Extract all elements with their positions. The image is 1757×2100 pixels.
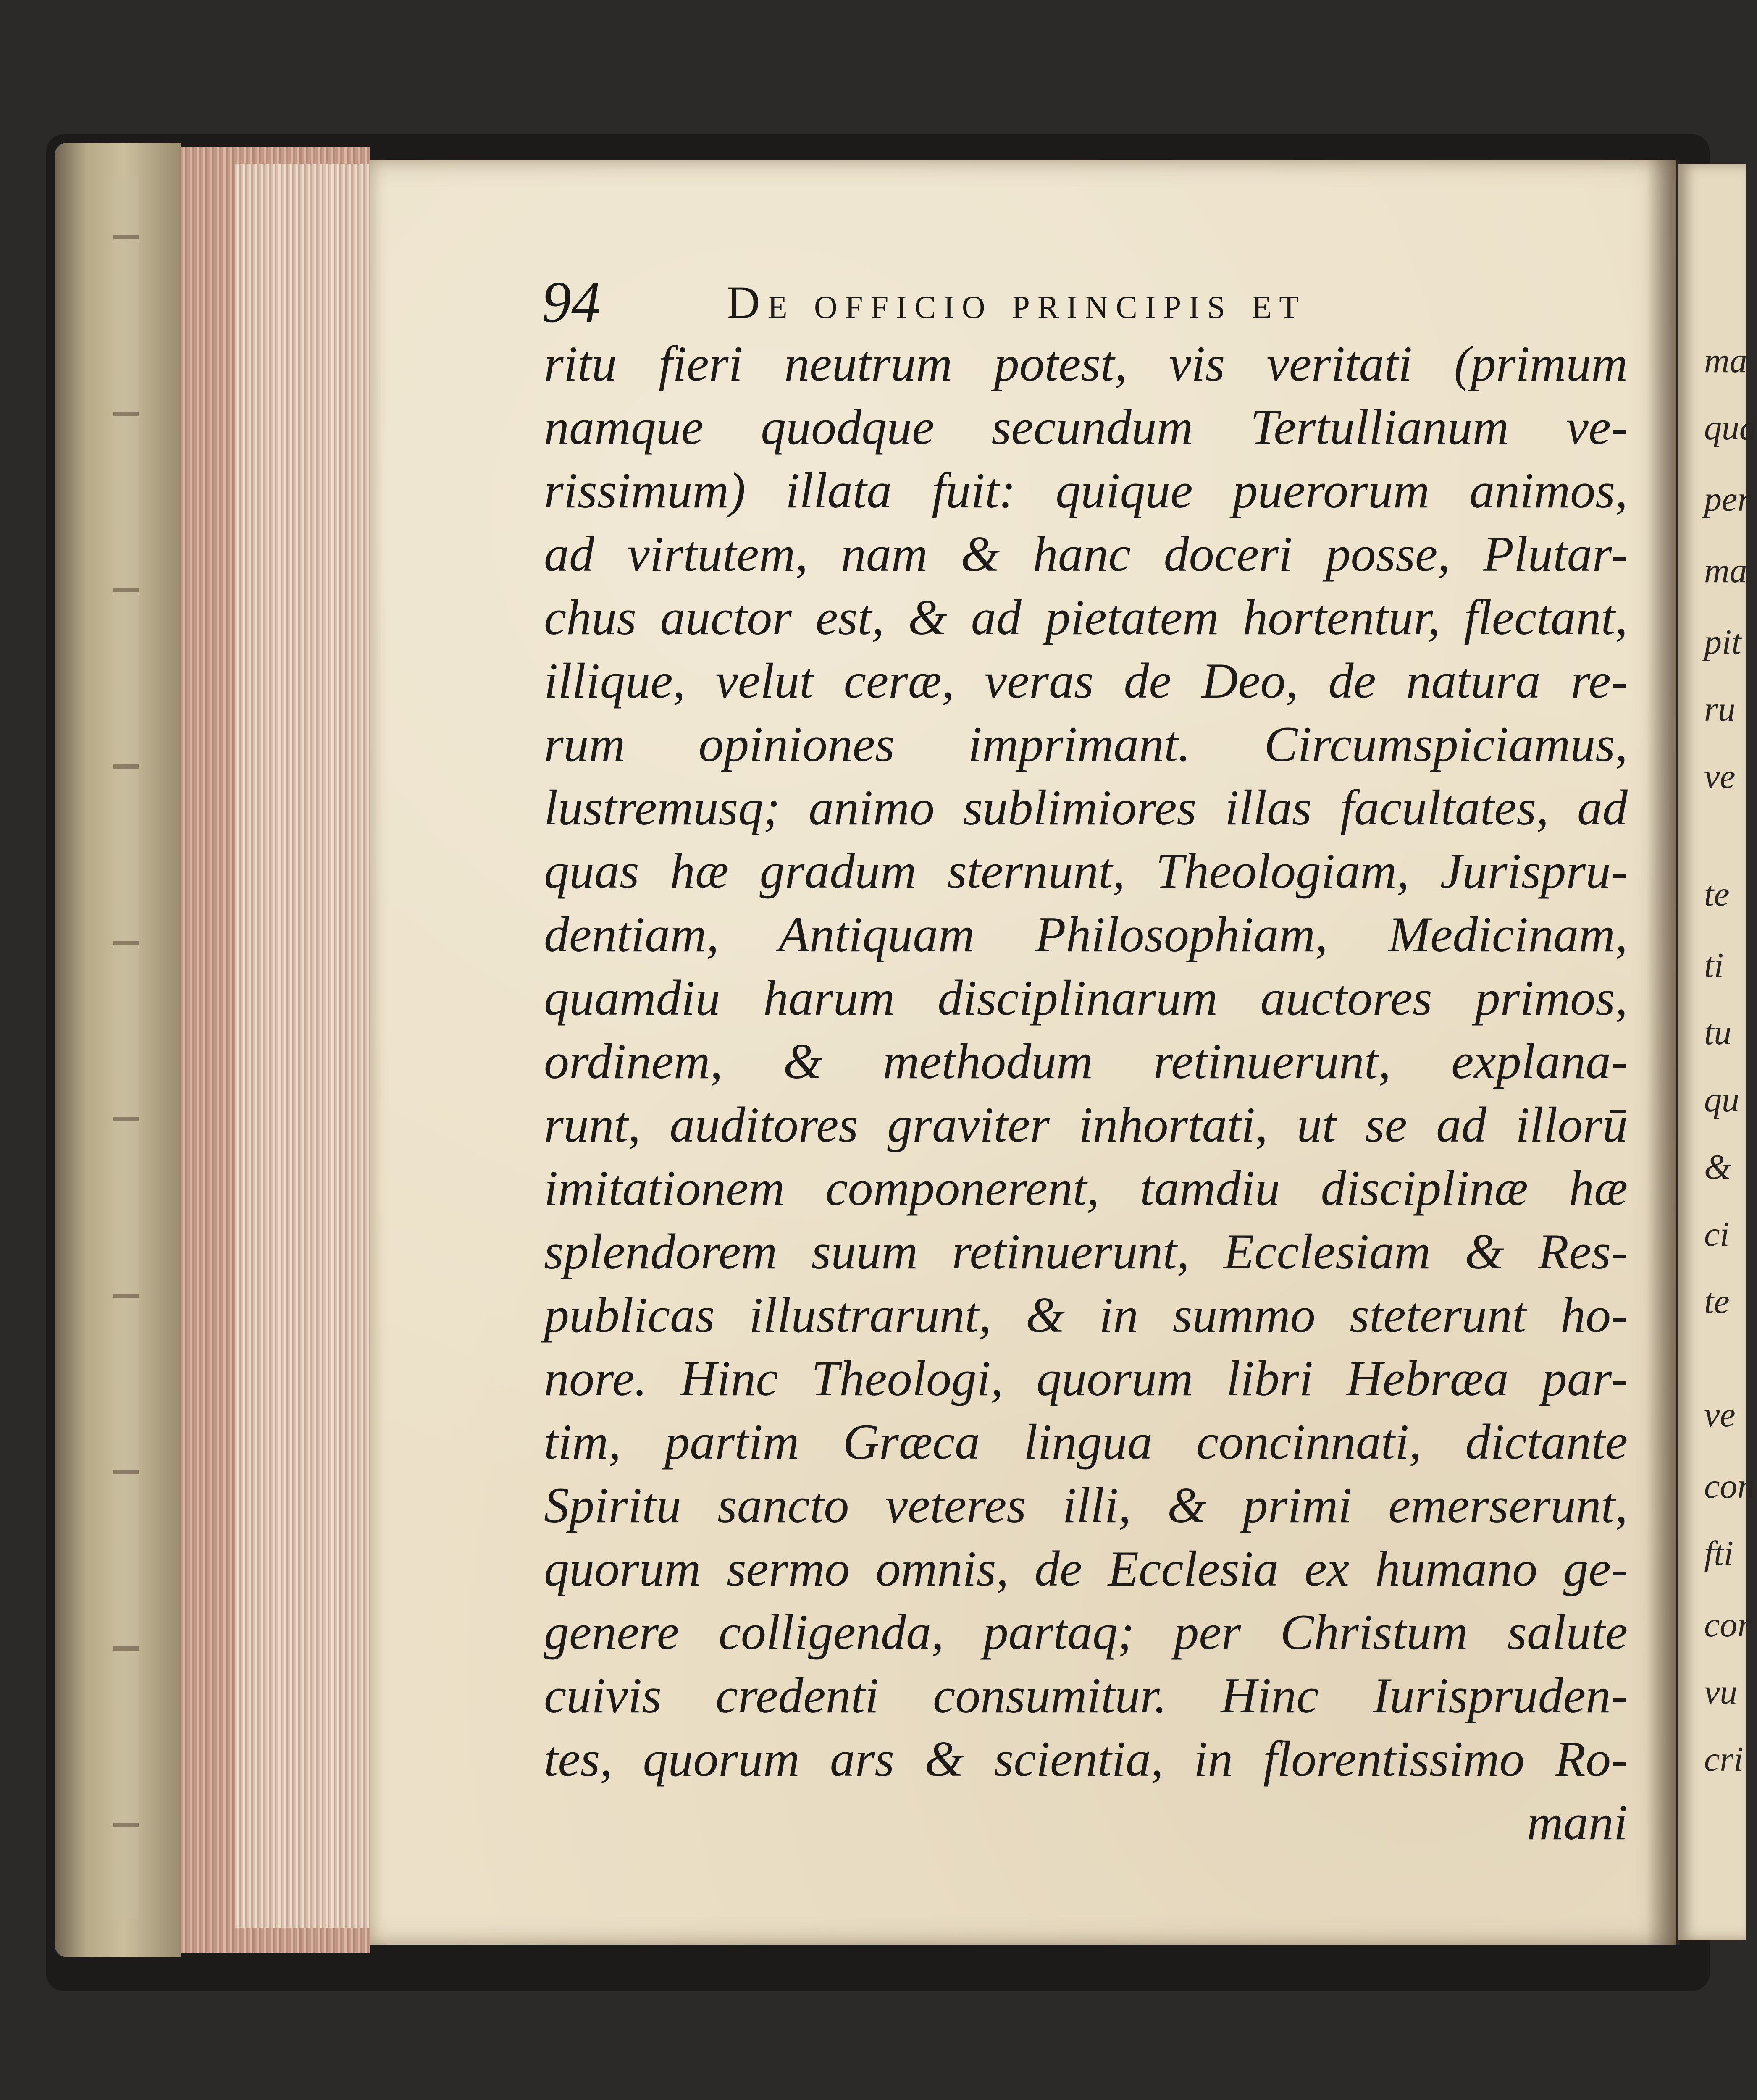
facing-fragment: ci [1704, 1215, 1730, 1254]
body-text [544, 332, 1628, 1854]
text-line: quas hæ gradum sternunt, Theologiam, Jurispru- [544, 843, 1628, 899]
text-line: splendorem suum retinuerunt, Ecclesiam & Res- [544, 1223, 1628, 1279]
facing-fragment: pit [1704, 622, 1741, 662]
text-line: tes, quorum ars & scientia, in florentissimo Ro- [544, 1731, 1628, 1787]
facing-fragment: te [1704, 874, 1730, 914]
facing-fragment: qu [1704, 1080, 1739, 1119]
facing-fragment: ve [1704, 1395, 1736, 1434]
facing-fragment: ti [1704, 946, 1724, 985]
text-line: rissimum) illata fuit: quique puerorum animos, [544, 462, 1628, 518]
text-line: nore. Hinc Theologi, quorum libri Hebræa par- [544, 1350, 1628, 1406]
running-head: De officio principis et [727, 277, 1307, 328]
facing-fragment: ma [1704, 341, 1747, 380]
text-line: quamdiu harum disciplinarum auctores primos, [544, 970, 1628, 1026]
text-line: tim, partim Græca lingua concinnati, dictante [544, 1414, 1628, 1470]
text-line: ad virtutem, nam & hanc doceri posse, Plutar- [544, 526, 1628, 582]
text-line: dentiam, Antiquam Philosophiam, Medicinam, [544, 906, 1628, 962]
text-line: runt, auditores graviter inhortati, ut se ad illorū [544, 1097, 1628, 1152]
text-line: imitationem componerent, tamdiu disciplinæ hæ [544, 1160, 1628, 1216]
spine-bands [113, 176, 139, 1919]
text-line: Spiritu sancto veteres illi, & primi emerserunt, [544, 1477, 1628, 1533]
text-line: rum opiniones imprimant. Circumspiciamus, [544, 716, 1628, 772]
facing-fragment: fti [1704, 1534, 1734, 1573]
text-line: namque quodque secundum Tertullianum ve- [544, 399, 1628, 455]
facing-fragment: cri [1704, 1740, 1744, 1779]
text-line: ritu fieri neutrum potest, vis veritati (primum [544, 336, 1628, 391]
facing-fragment: ma [1704, 551, 1747, 590]
page-block-inner [235, 164, 370, 1928]
text-line: lustremusq; animo sublimiores illas facultates, ad [544, 780, 1628, 835]
facing-fragment: con [1704, 1467, 1755, 1506]
facing-fragment: cor [1704, 1605, 1751, 1644]
text-line: cuivis credenti consumitur. Hinc Iurispruden- [544, 1667, 1628, 1723]
facing-fragment: qua [1704, 408, 1757, 447]
text-line: quorum sermo omnis, de Ecclesia ex humano ge- [544, 1541, 1628, 1596]
text-line: chus auctor est, & ad pietatem hortentur, flectant, [544, 589, 1628, 645]
text-line: genere colligenda, partaq; per Christum salute [544, 1604, 1628, 1660]
text-line: ordinem, & methodum retinuerunt, explana- [544, 1033, 1628, 1089]
facing-fragment: ru [1704, 690, 1736, 729]
page-header [542, 270, 1508, 335]
text-line: illique, velut ceræ, veras de Deo, de natura re- [544, 653, 1628, 709]
page-number: 94 [542, 270, 601, 335]
facing-fragment: per [1704, 480, 1751, 519]
page-gutter [1647, 160, 1680, 1945]
facing-page [1678, 164, 1757, 1940]
facing-fragment: ve [1704, 757, 1736, 796]
facing-fragment: tu [1704, 1013, 1732, 1052]
catchword: mani [1527, 1794, 1628, 1850]
text-line: publicas illustrarunt, & in summo steterunt ho- [544, 1287, 1628, 1343]
facing-fragment: & [1704, 1147, 1732, 1186]
facing-fragment: te [1704, 1282, 1730, 1321]
facing-fragment: vu [1704, 1672, 1738, 1712]
